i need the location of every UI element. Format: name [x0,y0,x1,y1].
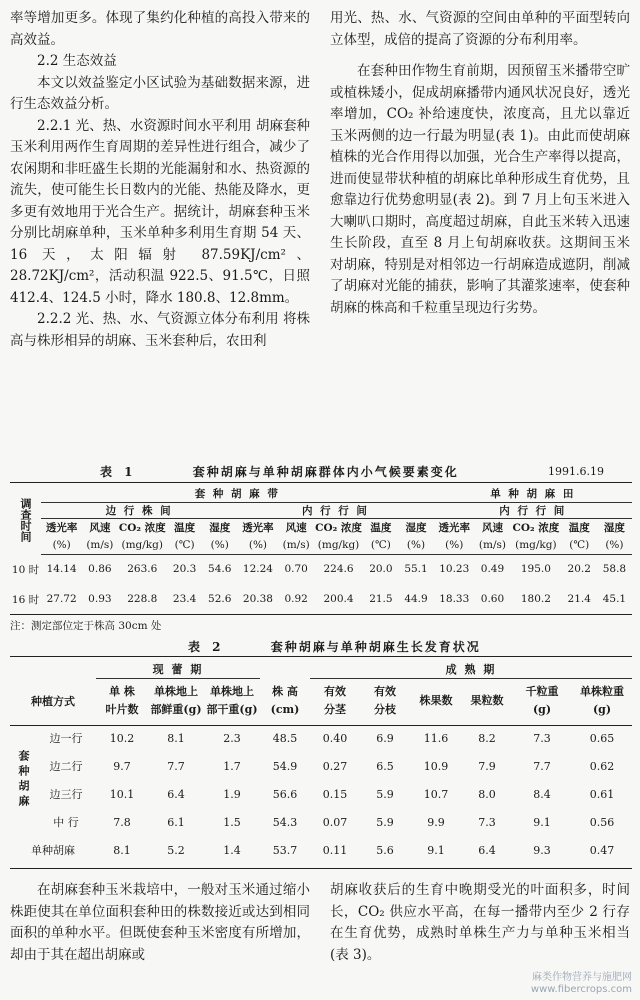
table1-cell: 0.49 [480,563,505,576]
table2-cell: 5.2 [167,843,185,857]
table2-col-header [148,678,204,724]
table2-cell: 9.7 [113,759,131,773]
table1 [10,486,632,614]
table2-cell: 6.4 [167,787,185,801]
table2-col-header-line: 部干重(g) [206,703,258,717]
table1-cell: 200.4 [323,593,354,605]
table1-cell: 0.86 [88,563,112,576]
table2-col-header [96,678,148,724]
table1-col-unit: (%) [41,536,82,554]
table2-col-header-line: 分枝 [374,703,396,717]
table1-col-name: 风速 [481,521,503,534]
table1-col-name: CO₂ 浓度 [118,521,166,534]
table2-col-header-line: (cm) [270,703,300,716]
table2-cell: 10.1 [109,787,135,801]
table2-group-maturity: 成 熟 期 [310,660,632,678]
table1-col-name: 透光率 [242,521,274,534]
table1-cell: 228.8 [127,593,158,605]
table1-col-name: 风速 [285,521,307,534]
table2-header-rule [10,725,632,726]
left-para-1: 率等增加更多。体现了集约化种植的高投入带来的高效益。 [10,10,310,48]
right-para-2: 在套种田作物生育前期，因预留玉米播带空旷或植株矮小，促成胡麻播带内通风状况良好，透光率增加，CO₂ 补给速度快，浓度高，且尤以靠近玉米两侧的边一行最为明显(表 1)。由此而使胡麻植株的光合作用得以加强，光合生产率得以提高，进而使显带状种植的胡麻比单种形成生育优势，且愈靠边行优势愈明显(表 2)。到 7 月上旬玉米进入大喇叭口期时，高度超过胡麻，自此玉米转入迅速生长阶段，直至 8 月上旬胡麻收获。这期间玉米对胡麻，特别是对相邻边一行胡麻造成遮阴，削减了胡麻对光能的捕获，影响了其灌浆速率，使套种胡麻的株高和千粒重呈现边行劣势。 [330,63,630,316]
table1-sub-edge: 边 行 株 间 [41,502,237,518]
table1-cell: 52.6 [208,593,232,605]
table2-col-header-line: 果粒数 [470,694,504,708]
table2-col-header-line: 单株地上 [210,685,254,699]
table2-col-header-line: 分茎 [324,703,346,717]
table1-col-name: 温度 [370,521,392,534]
table2-col-header-line: 单株地上 [154,685,198,699]
table2-col-header [572,678,632,724]
table1-col-name: CO₂ 浓度 [315,521,362,534]
table1-cell: 0.93 [88,593,112,605]
table2-cell: 9.1 [427,843,445,857]
table-row [10,780,632,808]
table2-cell: 0.56 [589,815,615,829]
table2-cell: 8.0 [478,787,496,801]
table2-cell: 0.11 [322,843,348,857]
table1-col-unit: (℃) [562,536,597,554]
table2-col-header [360,678,410,724]
table1-col-name: 风速 [89,521,111,534]
left-column [10,8,310,352]
table1-col-name: 湿度 [405,521,427,534]
table1-col-name: 透光率 [438,521,470,534]
table1-col-name: 湿度 [209,521,231,534]
table1-cell: 55.1 [404,563,428,576]
table2-col-header-line: (g) [592,703,612,717]
site-watermark [531,972,632,996]
bottom-right-column [330,880,630,966]
table2-cell: 0.40 [322,731,348,745]
table2-title: 套种胡麻与单种胡麻生长发育状况 [270,640,481,654]
table1-cell: 14.14 [46,563,77,576]
table-row [10,836,632,864]
table2-row-name: 边二行 [49,760,83,773]
table2-cell: 7.7 [167,759,185,773]
table2-col-header [260,678,310,724]
table1-group-intercrop: 套 种 胡 麻 带 [41,486,434,502]
table1-row-header: 调查时间 [19,498,32,542]
table2-cell: 9.9 [427,815,445,829]
table2-cell: 48.5 [272,731,298,745]
table2-cell: 7.8 [113,815,131,829]
table1-col-name: 温度 [174,521,196,534]
table1-group-mono: 单 种 胡 麻 田 [434,486,632,502]
table2-cell: 54.9 [272,759,298,773]
table2-col-header-line: (g) [532,703,552,717]
table1-col-unit: (mg/kg) [510,536,562,554]
table2-cell: 6.4 [478,843,496,857]
table2-top-rule [10,656,632,657]
table2-cell: 11.6 [423,731,449,745]
table2-col-header-line: 有效 [324,685,346,699]
table2-cell: 6.5 [376,759,394,773]
table2-cell: 0.27 [322,759,348,773]
table1-col-name: 湿度 [603,521,625,534]
table2-cell: 9.3 [533,843,551,857]
table1-col-unit: (%) [434,536,475,554]
table2-col-header-line: 部鲜重(g) [150,703,202,717]
table2-cell: 10.9 [423,759,449,773]
table2-caption [188,638,481,655]
table2-col-header [512,678,572,724]
table2-cell: 7.9 [478,759,496,773]
table1-col-unit: (%) [597,536,632,554]
table2-cell: 9.1 [533,815,551,829]
table2-cell: 54.3 [272,815,298,829]
table2-col-header-line: 单 株 [109,685,135,699]
table2-col-header [310,678,360,724]
table1-cell: 263.6 [127,563,158,576]
table1-cell: 12.24 [242,563,273,576]
table1-cell: 0.60 [480,593,505,605]
table1-caption [100,463,459,480]
right-para-1: 用光、热、水、气资源的空间由单种的平面型转向立体型，成倍的提高了资源的分布利用率。 [330,10,630,48]
table1-col-unit: (%) [202,536,237,554]
table2-cell: 7.3 [533,731,551,745]
table2-cell: 1.4 [223,843,241,857]
table1-cell: 0.92 [284,593,308,605]
table2-cell: 1.7 [223,759,241,773]
table2-bottom-rule [10,868,632,869]
table-row [10,724,632,752]
table2-col-header-line: 有效 [374,685,396,699]
table-row [10,752,632,780]
table2-cell: 6.1 [167,815,185,829]
table2-cell: 7.3 [478,815,496,829]
table2 [10,660,632,864]
table1-date: 1991.6.19 [548,465,604,478]
table2-cell: 0.65 [589,731,615,745]
table2-cell: 0.61 [589,787,615,801]
watermark-line-1: 麻类作物营养与施肥网 [532,972,632,983]
table1-col-unit: (mg/kg) [117,536,167,554]
table1-col-unit: (m/s) [279,536,314,554]
table2-cell: 10.2 [109,731,135,745]
table2-cell: 10.7 [423,787,449,801]
table1-note: 注：测定部位定于株高 30cm 处 [10,620,162,632]
watermark-line-2: www.fibercrops.com [530,984,632,995]
section-2-2-1: 2.2.1 光、热、水资源时间水平利用 胡麻套种玉米利用两作生育周期的差异性进行组合，减少了农闲期和非旺盛生长期的光能漏射和水、热资源的流失，使可能生长日数内的光能、热能及降水，更多更有效地用于光合生产。据统计，胡麻套种玉米分别比胡麻单种，玉米单种多利用生育期 54 天、16 天，太阳辐射 87.59KJ/cm²、28.72KJ/cm²，活动积温 922.5、91.5℃，日照 412.4、124.5 小时，降水 180.8、12.8mm。 [10,117,310,306]
table2-cell: 8.1 [113,843,131,857]
table1-cell: 0.70 [284,563,308,576]
bottom-left-column [10,880,310,966]
table2-cell: 0.47 [589,843,615,857]
table2-cell: 1.9 [223,787,241,801]
section-2-2-heading: 2.2 生态效益 [37,53,117,69]
table2-row-header: 种植方式 [31,695,75,708]
table1-cell: 44.9 [404,593,428,605]
table2-cell: 0.62 [589,759,615,773]
table2-row-name: 边一行 [49,732,83,745]
table2-col-header-line: 株果数 [419,694,453,708]
table2-cell: 56.6 [272,787,298,801]
table1-cell: 195.0 [520,563,551,576]
left-para-2: 本文以效益鉴定小区试验为基础数据来源，进行生态效益分析。 [10,74,310,112]
table1-cell: 54.6 [208,563,232,576]
table2-cell: 5.9 [376,787,394,801]
table1-row-time: 16 时 [11,593,40,606]
table2-row-name: 边三行 [49,788,83,801]
table2-cell: 53.7 [272,843,298,857]
table2-cell: 5.6 [376,843,394,857]
table1-cell: 20.0 [369,563,393,576]
table2-cell: 8.1 [167,731,185,745]
table1-col-unit: (℃) [167,536,202,554]
table2-cell: 7.7 [533,759,551,773]
table2-col-header-line: 株 高 [272,685,298,698]
bottom-right-para: 胡麻收获后的生育中晚期受光的叶面积多，时间长，CO₂ 供应水平高，在每一播带内至少 2 行存在生育优势，成熟时单株生产力与单种玉米相当(表 3)。 [330,882,630,963]
table2-cell: 0.15 [322,787,348,801]
table1-cell: 27.72 [46,593,77,605]
table2-cell: 2.3 [223,731,241,745]
table2-col-header-line: 千粒重 [525,685,559,699]
table2-label: 表 2 [188,640,225,654]
table2-col-header-line: 单株粒重 [580,685,624,699]
table1-col-name: 温度 [568,521,590,534]
table-row [10,808,632,836]
table2-row-name: 单种胡麻 [31,844,75,857]
table2-cell: 1.5 [223,815,241,829]
table1-cell: 18.33 [439,593,470,605]
table-row [10,554,632,584]
table1-cell: 21.4 [567,593,591,605]
table1-cell: 10.23 [439,563,470,576]
table1-cell: 20.38 [242,593,273,605]
table1-bottom-rule [10,614,632,615]
section-2-2-2: 2.2.2 光、热、水、气资源立体分布利用 将株高与株形相异的胡麻、玉米套种后，农田利 [10,311,310,349]
table2-cell: 0.07 [322,815,348,829]
right-column [330,8,630,319]
table2-cell: 6.9 [376,731,394,745]
table1-cell: 21.5 [369,593,393,605]
table1-col-name: CO₂ 浓度 [512,521,560,534]
table1-col-unit: (m/s) [82,536,117,554]
table1-col-unit: (m/s) [475,536,510,554]
table1-label: 表 1 [100,465,137,479]
table1-row-time: 10 时 [11,563,40,576]
table2-side-label: 套种胡麻 [17,750,30,810]
table1-top-rule [10,482,632,483]
table1-cell: 23.4 [172,593,197,605]
table2-col-header [462,678,512,724]
table1-col-name: 透光率 [45,521,78,534]
table2-cell: 8.2 [478,731,496,745]
table1-col-unit: (℃) [363,536,398,554]
table1-cell: 224.6 [323,563,354,576]
table2-cell: 8.4 [533,787,551,801]
table1-cell: 180.2 [520,593,551,605]
table2-col-header-line: 叶片数 [105,703,139,717]
table2-cell: 5.9 [376,815,394,829]
table1-col-unit: (mg/kg) [314,536,364,554]
table1-cell: 20.3 [172,563,197,576]
table2-col-header [410,678,462,724]
table1-sub-inner: 内 行 行 间 [237,502,433,518]
table2-row-name: 中 行 [53,816,79,829]
table2-col-header [204,678,260,724]
table1-cell: 45.1 [602,593,627,605]
table1-cell: 58.8 [602,563,627,576]
table1-col-unit: (%) [398,536,433,554]
bottom-left-para: 在胡麻套种玉米栽培中，一般对玉米通过缩小株距使其在单位面积套种田的株数接近或达到相同面积的单种水平。但既使套种玉米密度有所增加，却由于其在超出胡麻或 [10,882,310,963]
table2-group-budding: 现 蕾 期 [96,660,260,678]
table1-cell: 20.2 [567,563,591,576]
table1-sub-mono: 内 行 行 间 [434,502,632,518]
table1-col-unit: (%) [237,536,278,554]
table1-title: 套种胡麻与单种胡麻群体内小气候要素变化 [192,465,459,479]
table-row [10,584,632,614]
